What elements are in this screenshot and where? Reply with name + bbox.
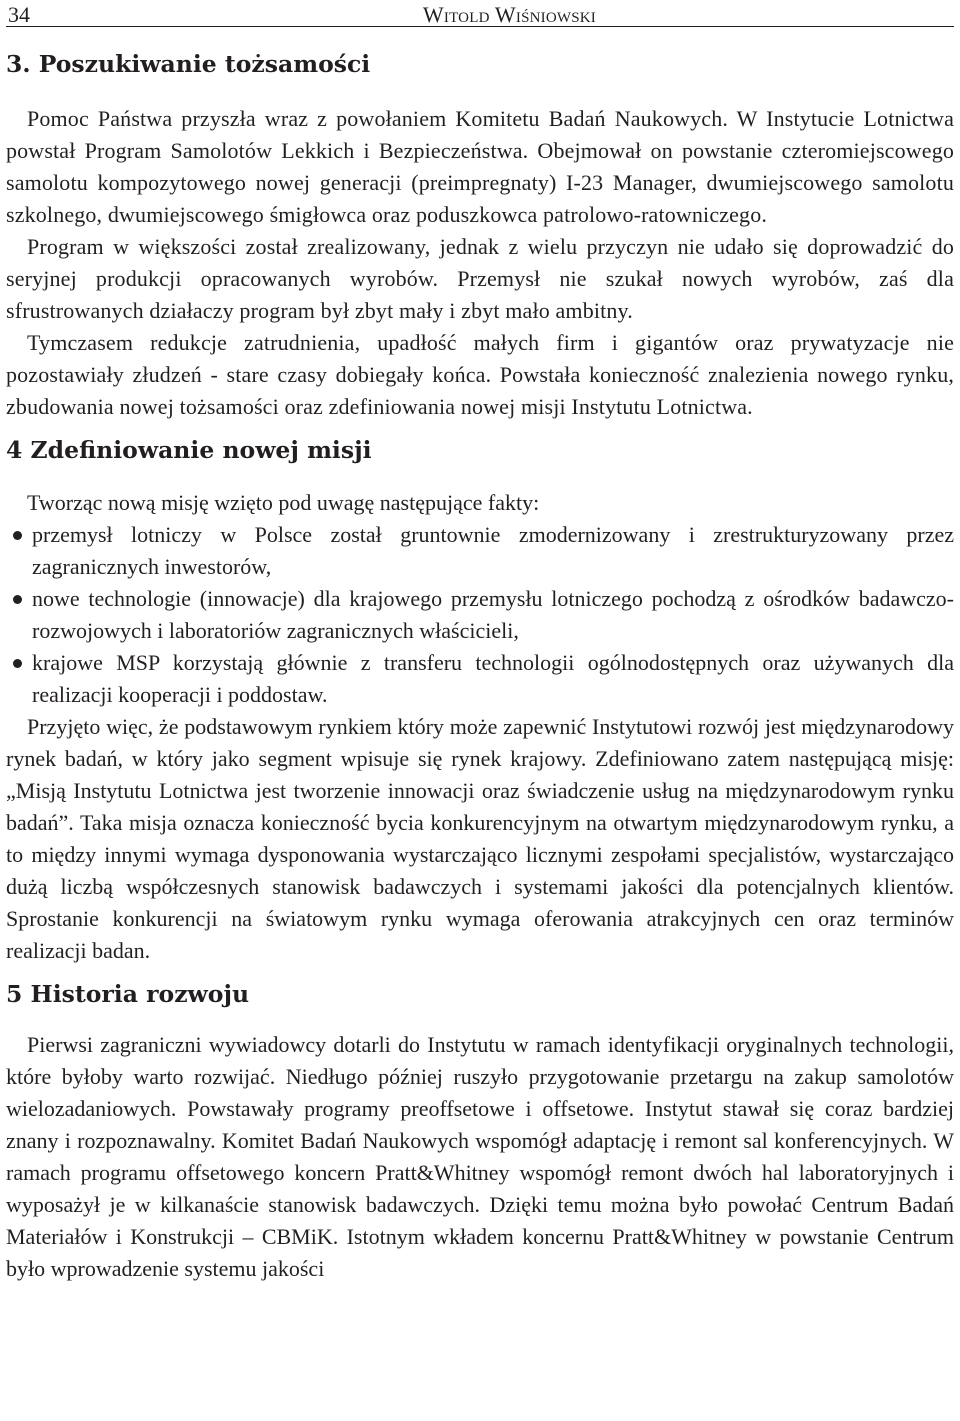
section-5: [6, 979, 954, 1285]
section-5-paragraph: Pierwsi zagraniczni wywiadowcy dotarli do Instytutu w ramach identyfikacji oryginalnych technologii, które byłoby warto rozwijać. Niedługo później ruszyło przygotowanie przetargu na zakup samolotów wielozadaniowych. Powstawały programy preoffsetowe i offsetowe. Instytut stawał się coraz bardziej znany i rozpoznawalny. Komitet Badań Naukowych wspomógł adaptację i remont sal konferencyjnych. W ramach programu offsetowego koncern Pratt&Whitney wspomógł remont dwóch hal laboratoryjnych i wyposażył je w kilkanaście stanowisk badawczych. Dzięki temu można było powołać Centrum Badań Materiałów i Konstrukcji – CBMiK. Istotnym wkładem koncernu Pratt&Whitney w powstanie Centrum było wprowadzenie systemu jakości: [6, 1032, 954, 1281]
bullet-item: [6, 519, 954, 583]
bullet-item: [6, 583, 954, 647]
section-3-paragraph-1: Pomoc Państwa przyszła wraz z powołaniem Komitetu Badań Naukowych. W Instytucie Lotnictwa powstał Program Samolotów Lekkich i Bezpieczeństwa. Obejmował on powstanie czteromiejscowego samolotu kompozytowego nowej generacji (preimpregnaty) I-23 Manager, dwumiejscowego samolotu szkolnego, dwumiejscowego śmigłowca oraz poduszkowca patrolowo-ratowniczego.: [6, 106, 954, 227]
bullet-item-text: nowe technologie (innowacje) dla krajowego przemysłu lotniczego pochodzą z ośrodków badawczo-rozwojowych i laboratoriów zagranicznych właścicieli,: [32, 586, 954, 643]
section-3-heading: 3. Poszukiwanie tożsamości: [6, 50, 371, 78]
bullet-item-text: krajowe MSP korzystają głównie z transferu technologii ogólnodostępnych oraz używanych dla realizacji kooperacji i poddostaw.: [32, 650, 954, 707]
section-4: [6, 435, 954, 967]
section-5-heading: 5 Historia rozwoju: [6, 980, 250, 1008]
bullet-icon: [7, 519, 27, 551]
section-3: [6, 49, 954, 423]
running-header: [6, 0, 954, 27]
section-3-paragraph-2: Program w większości został zrealizowany, jednak z wielu przyczyn nie udało się doprowadzić do seryjnej produkcji opracowanych wyrobów. Przemysł nie szukał nowych wyrobów, zaś dla sfrustrowanych działaczy program był zbyt mały i zbyt mało ambitny.: [6, 234, 954, 323]
page-number: 34: [8, 2, 30, 27]
running-header-author: Witold Wiśniowski: [422, 2, 596, 27]
section-4-intro: Tworząc nową misję wzięto pod uwagę następujące fakty:: [27, 490, 540, 515]
bullet-item-text: przemysł lotniczy w Polsce został gruntownie zmodernizowany i zrestrukturyzowany przez zagranicznych inwestorów,: [32, 522, 954, 579]
section-4-paragraph: Przyjęto więc, że podstawowym rynkiem który może zapewnić Instytutowi rozwój jest międzynarodowy rynek badań, w który jako segment wpisuje się rynek krajowy. Zdefiniowano zatem następującą misję: „Misją Instytutu Lotnictwa jest tworzenie innowacji oraz świadczenie usług na międzynarodowym rynku badań”. Taka misja oznacza konieczność bycia konkurencyjnym na otwartym międzynarodowym rynku, a to między innymi wymaga dysponowania wystarczająco licznymi zespołami specjalistów, wystarczająco dużą liczbą współczesnych stanowisk badawczych i systemami jakości dla potencjalnych klientów. Sprostanie konkurencji na światowym rynku wymaga oferowania atrakcyjnych cen oraz terminów realizacji badan.: [6, 714, 954, 963]
section-3-paragraph-3: Tymczasem redukcje zatrudnienia, upadłość małych firm i gigantów oraz prywatyzacje nie pozostawiały złudzeń - stare czasy dobiegały końca. Powstała konieczność znalezienia nowego rynku, zbudowania nowej tożsamości oraz zdefiniowania nowej misji Instytutu Lotnictwa.: [6, 330, 954, 419]
bullet-icon: [7, 583, 27, 615]
section-4-heading: 4 Zdefiniowanie nowej misji: [6, 436, 372, 464]
bullet-item: [6, 647, 954, 711]
facts-bullet-list: [6, 519, 954, 711]
bullet-icon: [7, 647, 27, 679]
